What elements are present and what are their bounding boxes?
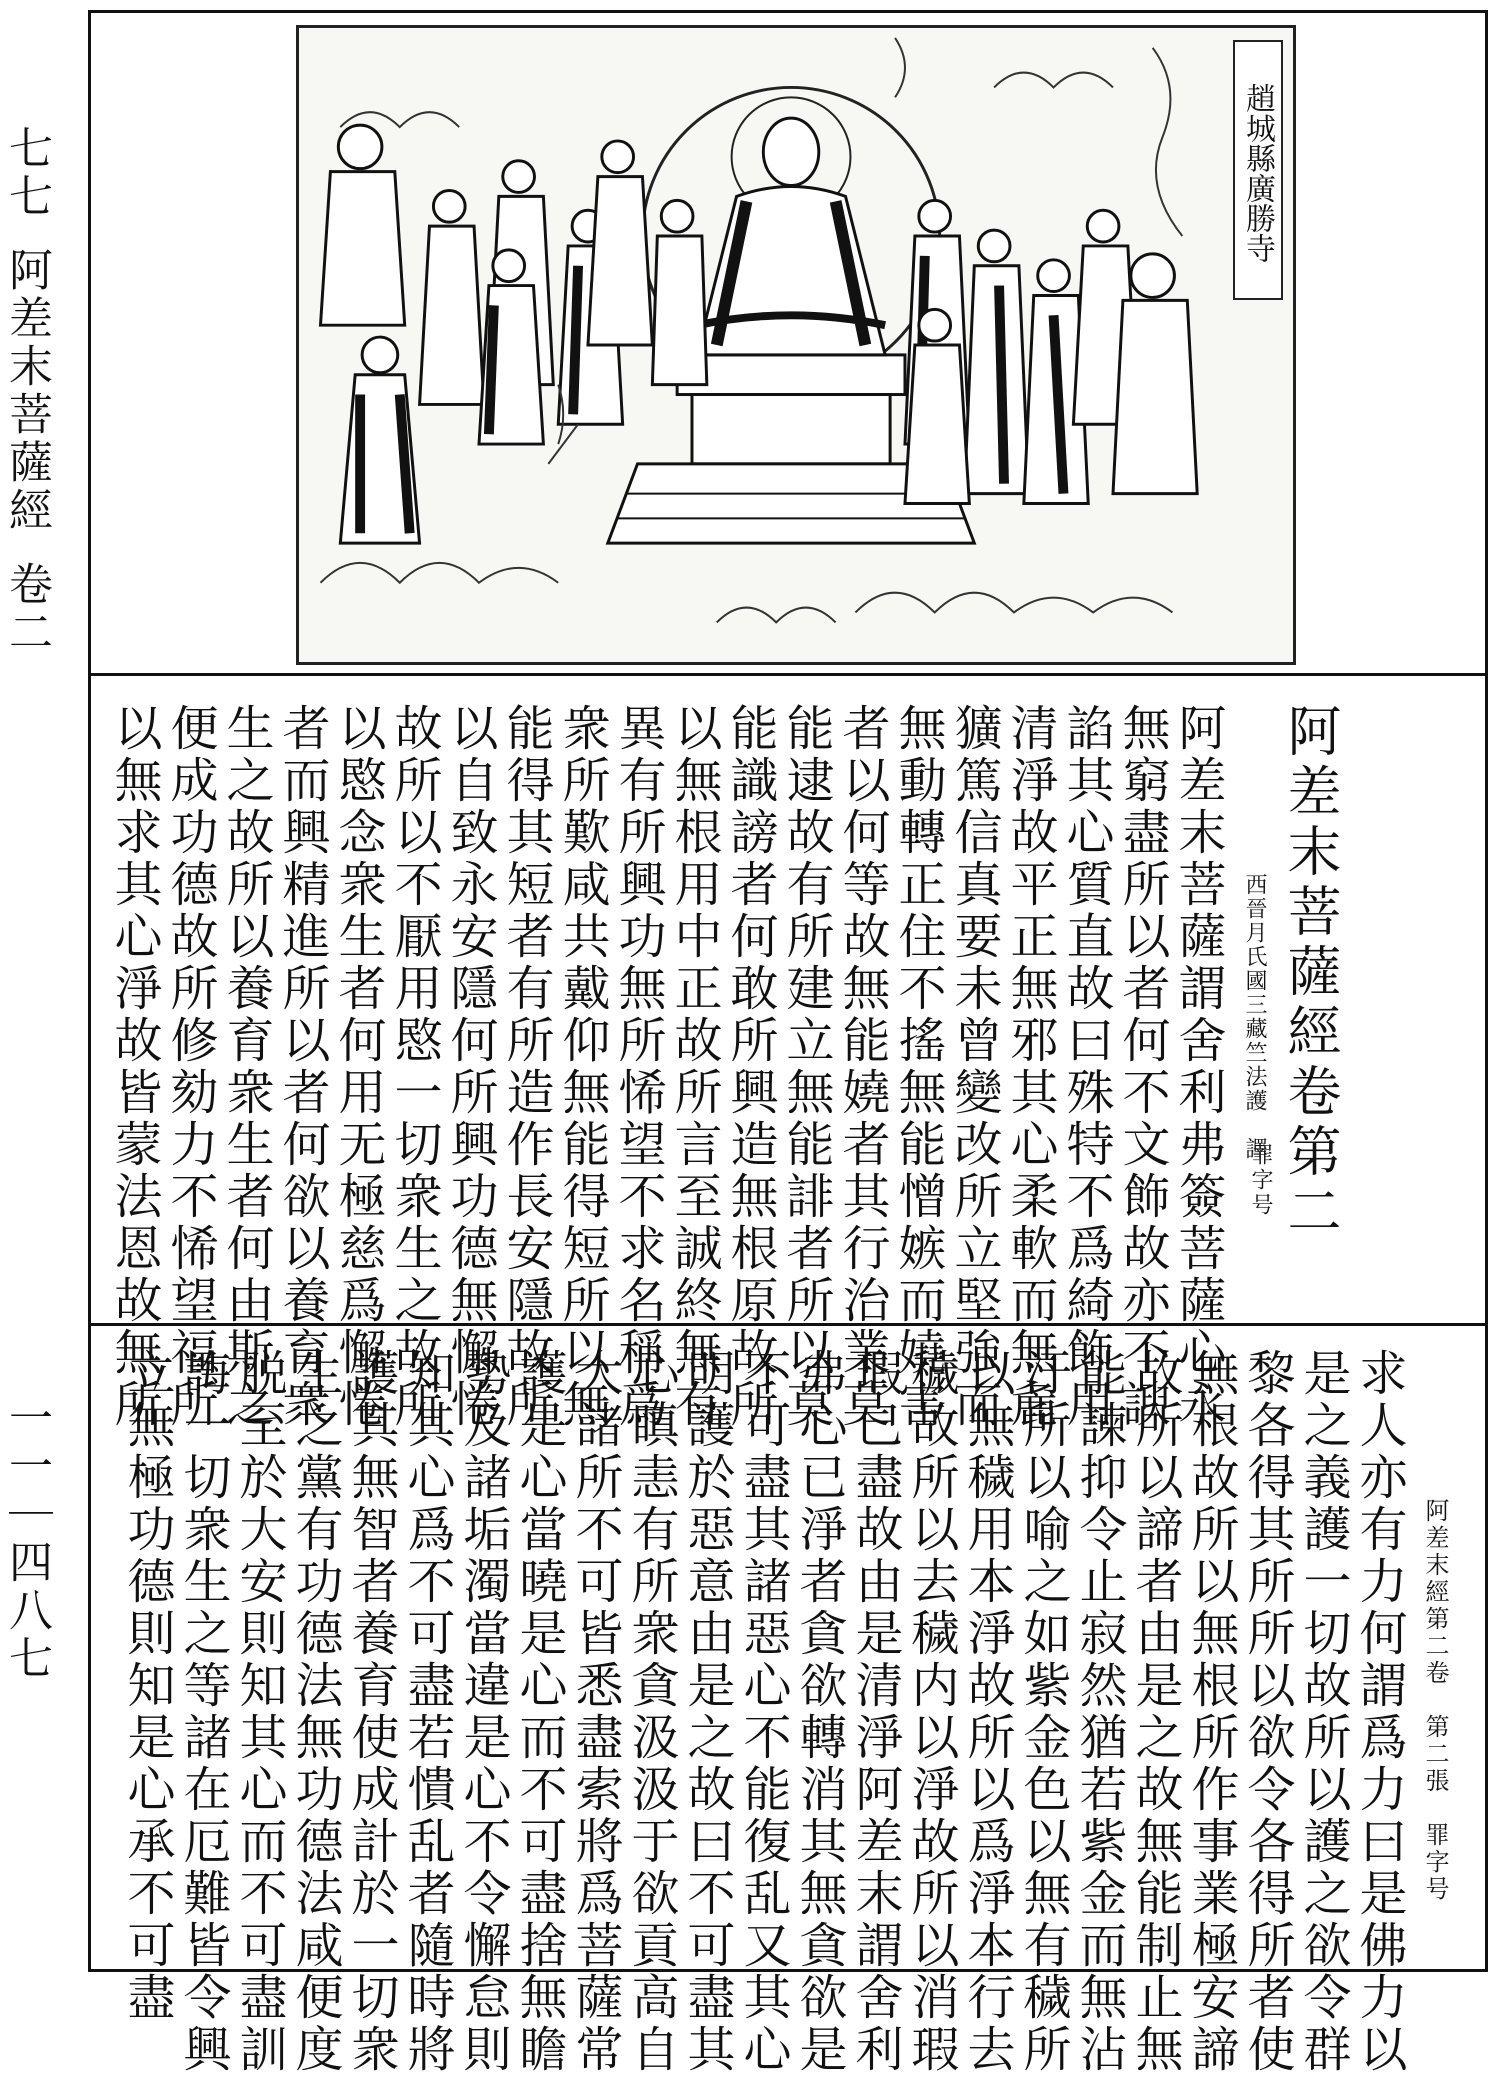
- text-column: 生之黨有功德法無功德法咸便度: [287, 1348, 343, 2076]
- margin-volume: 七七: [1, 125, 52, 221]
- text-column: 能諫抑令止寂然猶若紫金而無沾: [1071, 1348, 1127, 2076]
- text-column: 以自致永安隱何所興功德無懈惓: [442, 703, 498, 1431]
- text-column: 脱至於大安則知其心而不可盡訓: [231, 1348, 287, 2076]
- text-column: 便成功德故所修劾力不悕望福所: [162, 703, 218, 1431]
- text-column: 故所以不厭用愍一切衆生之故所: [386, 703, 442, 1431]
- section-2-text: [116, 1348, 1460, 2076]
- text-column: 弗心已淨者貪欲轉消其無貪欲是: [791, 1348, 847, 2076]
- text-column: 不可盡其諸惡心不能復乱又其心: [735, 1348, 791, 2076]
- margin-volume-title: [1, 125, 52, 657]
- running-header: 阿差末經第二卷 第二張 罪字号: [1421, 1498, 1449, 1903]
- text-column: 勢及諸垢濁當違是心不令懈怠則: [455, 1348, 511, 2076]
- text-column: 清淨故平正無邪其心柔軟而無麁: [1002, 703, 1058, 1431]
- text-column: 黎各得其所所以欲令各得所者使: [1239, 1348, 1295, 2076]
- text-column: 明護於惡意由是之故曰不可盡其: [679, 1348, 735, 2076]
- text-column: 是之義護一切故所以護之欲令群: [1295, 1348, 1351, 2076]
- text-column: 知其心爲不可盡若憒乱者隨時將: [399, 1348, 455, 2076]
- text-column: 求人亦有力何謂爲力曰是佛力以: [1351, 1348, 1407, 2076]
- text-column: 護其無智者養育使成計於一切衆: [343, 1348, 399, 2076]
- translator-line: 西晉月氏國三藏竺法護 譯: [1242, 873, 1267, 1161]
- margin-page-number: 一一｜四八七: [1, 1395, 52, 1683]
- text-column: 獷篤信真要未曾變改所立堅強而: [946, 703, 1002, 1431]
- text-column: 者以何等故無能嬈者其行治業莫: [834, 703, 890, 1431]
- text-column: 能識謗者何敢所興造無根原故所: [722, 703, 778, 1431]
- text-column: 以無求其心淨故皆蒙法恩故無所: [106, 703, 162, 1431]
- divider-top: [91, 673, 1485, 676]
- text-column: 能得其短者有所造作長安隱故所: [498, 703, 554, 1431]
- text-column: 異有所興功無所悕望不求名稱爲: [610, 703, 666, 1431]
- page-frame: [88, 10, 1488, 2076]
- text-column: 無動轉正住不搖無能憎嫉而嬈害: [890, 703, 946, 1431]
- text-column: 阿差末菩薩謂舍利弗簽菩薩心永: [1170, 703, 1226, 1431]
- text-column: 生之故所以養育衆生者何由斯之: [218, 703, 274, 1431]
- text-column: 衆所歎咸共戴仰無能得短所以無: [554, 703, 610, 1431]
- text-column: 誨一切衆生之等諸在厄難皆令興: [175, 1348, 231, 2076]
- text-column: 故所以諦者由是之故無能制止無: [1127, 1348, 1183, 2076]
- text-column: 立無極功德則知是心承不可盡: [119, 1348, 175, 2024]
- text-column: 護是心當曉是心而不可盡捨無瞻: [511, 1348, 567, 2076]
- text-column: 穢故所以去穢内以淨故所以消瑕: [903, 1348, 959, 2076]
- buddha-assembly-woodcut: [299, 28, 1293, 662]
- illustration: [296, 25, 1296, 665]
- temple-label: 趙城縣廣勝寺: [1233, 40, 1283, 300]
- section-1-text: [103, 703, 1342, 1431]
- margin-juan: 卷二: [1, 561, 52, 657]
- text-column: 以無穢用本淨故所以爲淨本行去: [959, 1348, 1015, 2076]
- text-column: 者而興精進所以者何欲以養育衆: [274, 703, 330, 1431]
- margin-sutra-title: 阿差末菩薩經: [1, 247, 52, 535]
- text-column: 無根故所以無根所作事業極安諦: [1183, 1348, 1239, 2076]
- text-column: 諂其心質直故曰殊特不爲綺飾用: [1058, 703, 1114, 1431]
- zi-mark: 罪字号: [1248, 1143, 1273, 1218]
- text-column: 無窮盡所以者何不文飾故亦不諛: [1114, 703, 1170, 1431]
- sutra-title: 阿差末菩薩經卷第二: [1279, 703, 1342, 1243]
- text-column: 汙所以喻之如紫金色以無有穢所: [1015, 1348, 1071, 2076]
- text-column: 能逮故有所建立無能誹者所以莫: [778, 703, 834, 1431]
- text-column: 大諸所不可皆悉盡索將爲菩薩常: [567, 1348, 623, 2076]
- text-column: 瑕已盡故由是清淨阿差末謂舍利: [847, 1348, 903, 2076]
- text-column: 以無根用中正故所言至誠終無有: [666, 703, 722, 1431]
- text-column: 以愍念衆生者何用无極慈爲懈惓: [330, 703, 386, 1431]
- text-column: 心瞋恚有所衆貪汲汲于欲貢高自: [623, 1348, 679, 2076]
